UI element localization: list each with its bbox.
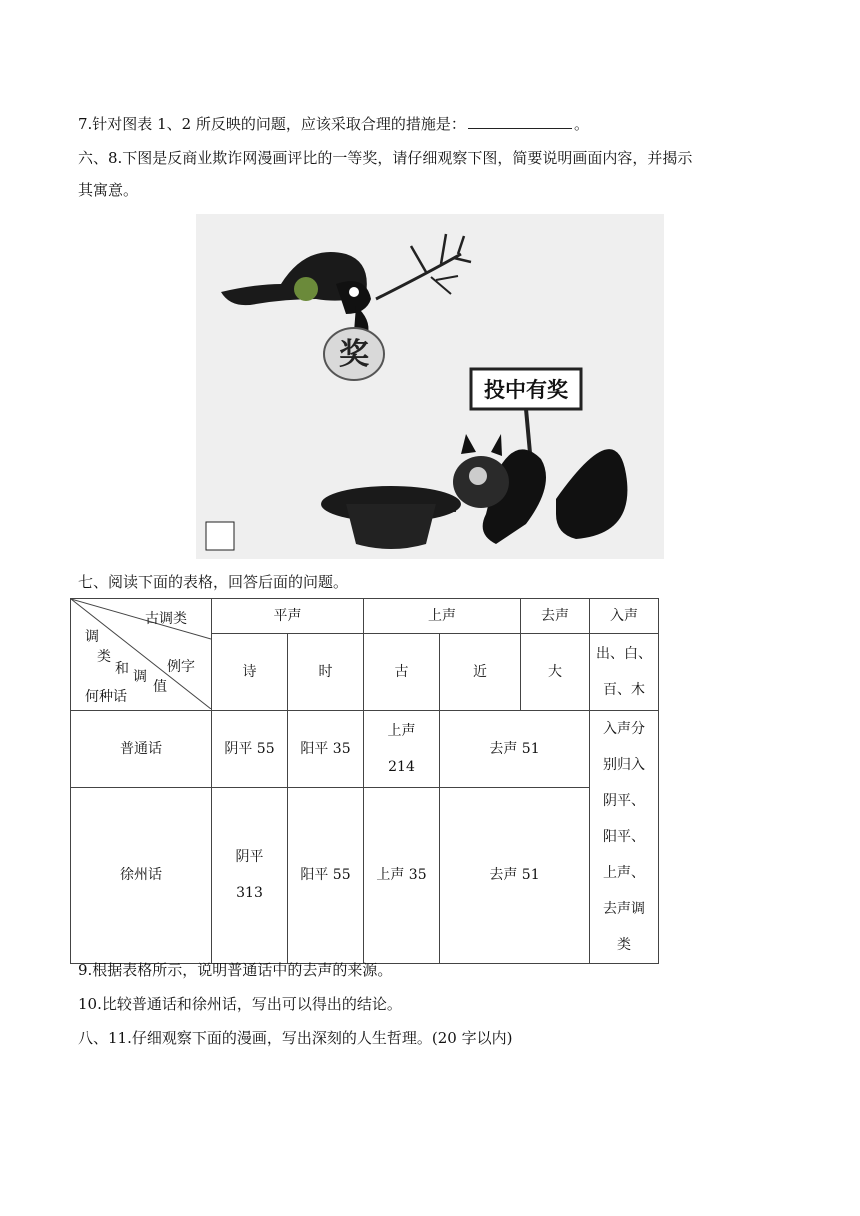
xuzhou-yangping: 阳平 55 <box>288 787 364 963</box>
putonghua-yinping: 阴平 55 <box>212 711 288 788</box>
question-11: 八、11.仔细观察下面的漫画，写出深刻的人生哲理。(20 字以内) <box>78 1029 513 1047</box>
section-7-title: 七、阅读下面的表格，回答后面的问题。 <box>78 573 349 591</box>
cartoon-image <box>196 214 664 559</box>
corner-mid3: 值 <box>153 679 167 695</box>
ru-note-line: 上声、 <box>603 865 645 881</box>
ru-note-line: 类 <box>617 937 631 953</box>
corner-top-right: 古调类 <box>145 611 187 627</box>
xuzhou-shang: 上声 35 <box>364 787 440 963</box>
ru-note-line: 阳平、 <box>603 829 645 845</box>
header-qu: 去声 <box>521 599 590 634</box>
header-ru: 入声 <box>590 599 659 634</box>
corner-left-col2: 类 <box>97 649 111 665</box>
corner-bottom-left: 何种话 <box>85 689 127 705</box>
header-shang: 上声 <box>364 599 521 634</box>
putonghua-qu: 去声 51 <box>440 711 590 788</box>
example-ru <box>590 634 659 711</box>
tone-table <box>70 598 659 964</box>
example-shi1: 诗 <box>212 634 288 711</box>
question-8-line2: 其寓意。 <box>78 181 139 199</box>
cartoon-drawing <box>196 214 664 559</box>
putonghua-yangping: 阳平 35 <box>288 711 364 788</box>
ru-note-line: 入声分 <box>603 721 645 737</box>
xuzhou-yinping-b: 313 <box>236 885 263 902</box>
table-corner-header <box>71 599 212 711</box>
corner-mid1: 和 <box>115 661 129 677</box>
ru-note-line: 别归入 <box>603 757 645 773</box>
example-ru-line2: 百、木 <box>603 682 645 698</box>
xuzhou-yinping <box>212 787 288 963</box>
header-ping: 平声 <box>212 599 364 634</box>
example-ru-line1: 出、白、 <box>596 646 652 662</box>
question-7-end: 。 <box>573 115 589 133</box>
xuzhou-yinping-a: 阴平 <box>235 849 264 866</box>
example-gu: 古 <box>364 634 440 711</box>
question-10: 10.比较普通话和徐州话，写出可以得出的结论。 <box>78 995 402 1013</box>
corner-left-col: 调 <box>85 629 99 645</box>
ru-note-line: 阴平、 <box>603 793 645 809</box>
example-da: 大 <box>521 634 590 711</box>
row-putonghua-name: 普通话 <box>71 711 212 788</box>
answer-blank[interactable] <box>468 114 572 129</box>
putonghua-shang-b: 214 <box>388 758 415 775</box>
question-9: 9.根据表格所示，说明普通话中的去声的来源。 <box>78 961 393 979</box>
putonghua-shang <box>364 711 440 788</box>
question-7 <box>78 112 589 136</box>
row-xuzhou-name: 徐州话 <box>71 787 212 963</box>
question-8-line1: 六、8.下图是反商业欺诈网漫画评比的一等奖，请仔细观察下图，简要说明画面内容，并揭示 <box>78 149 693 167</box>
example-shi2: 时 <box>288 634 364 711</box>
corner-mid2: 调 <box>133 669 147 685</box>
ru-note-line: 去声调 <box>603 901 645 917</box>
sign-label: 投中有奖 <box>484 378 568 402</box>
example-jin: 近 <box>440 634 521 711</box>
putonghua-shang-a: 上声 <box>387 722 416 739</box>
ru-note <box>590 711 659 964</box>
corner-middle-right: 例字 <box>167 659 195 675</box>
coin-label: 奖 <box>339 337 369 372</box>
xuzhou-qu: 去声 51 <box>440 787 590 963</box>
question-7-text: 7.针对图表 1、2 所反映的问题，应该采取合理的措施是： <box>78 115 466 133</box>
